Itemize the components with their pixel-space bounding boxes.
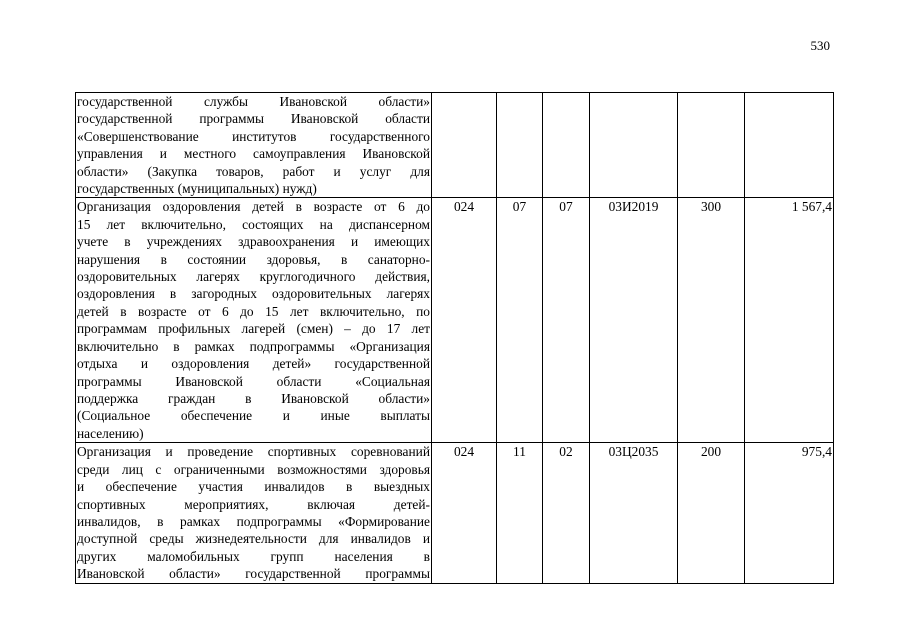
description-line: государственной программы Ивановской области <box>77 111 430 127</box>
subsection-code: 07 <box>543 198 590 443</box>
description-line: управления и местного самоуправления Ивановской <box>77 146 430 162</box>
description-line: учете в учреждениях здравоохранения и имеющих <box>77 234 430 250</box>
table-row <box>76 443 834 583</box>
expense-description <box>76 198 432 443</box>
subsection-code: 02 <box>543 443 590 583</box>
section-code: 11 <box>497 443 543 583</box>
ministry-code: 024 <box>432 443 497 583</box>
expense-type-code <box>678 93 745 198</box>
description-line: нарушения в состоянии здоровья, в санаторно- <box>77 251 430 267</box>
description-line: 15 лет включительно, состоящих на диспансерном <box>77 216 430 232</box>
table-row <box>76 93 834 198</box>
description-line: Ивановской области» государственной программы <box>77 566 430 582</box>
description-line: государственной службы Ивановской области» <box>77 94 430 109</box>
description-line: отдыха и оздоровления детей» государственной <box>77 356 430 372</box>
description-line: государственных (муниципальных) нужд) <box>77 181 317 197</box>
expense-description <box>76 93 432 198</box>
target-article-code: 03Ц2035 <box>590 443 678 583</box>
section-code <box>497 93 543 198</box>
amount-value: 975,4 <box>745 443 834 583</box>
description-line: инвалидов, в рамках подпрограммы «Формирование <box>77 514 430 530</box>
description-line: среди лиц с ограниченными возможностями здоровья <box>77 461 430 477</box>
description-line: оздоровления в загородных оздоровительных лагерях <box>77 286 430 302</box>
description-line: области» (Закупка товаров, работ и услуг для <box>77 163 430 179</box>
target-article-code <box>590 93 678 198</box>
description-line: оздоровительных лагерях круглогодичного действия, <box>77 269 430 285</box>
table-body <box>76 93 834 584</box>
description-line: Организация оздоровления детей в возрасте от 6 до <box>77 199 430 215</box>
description-line: других маломобильных групп населения в <box>77 548 430 564</box>
expense-description <box>76 443 432 583</box>
section-code: 07 <box>497 198 543 443</box>
expense-type-code: 200 <box>678 443 745 583</box>
table-row <box>76 198 834 443</box>
ministry-code: 024 <box>432 198 497 443</box>
description-line: программы Ивановской области «Социальная <box>77 373 430 389</box>
page-number: 530 <box>810 38 830 53</box>
description-line: «Совершенствование институтов государственного <box>77 128 430 144</box>
ministry-code <box>432 93 497 198</box>
description-line: населению) <box>77 425 144 441</box>
subsection-code <box>543 93 590 198</box>
description-line: спортивных мероприятиях, включая детей- <box>77 496 430 512</box>
amount-value: 1 567,4 <box>745 198 834 443</box>
amount-value <box>745 93 834 198</box>
description-line: доступной среды жизнедеятельности для инвалидов и <box>77 531 430 547</box>
description-line: включительно в рамках подпрограммы «Организация <box>77 338 430 354</box>
description-line: (Социальное обеспечение и иные выплаты <box>77 408 430 424</box>
description-line: детей в возрасте от 6 до 15 лет включительно, по <box>77 303 430 319</box>
description-line: программам профильных лагерей (смен) – до 17 лет <box>77 321 430 337</box>
description-line: поддержка граждан в Ивановской области» <box>77 390 430 406</box>
description-line: и обеспечение участия инвалидов в выездных <box>77 479 430 495</box>
expense-type-code: 300 <box>678 198 745 443</box>
description-line: Организация и проведение спортивных соревнований <box>77 444 430 460</box>
target-article-code: 03И2019 <box>590 198 678 443</box>
budget-table <box>75 92 834 584</box>
